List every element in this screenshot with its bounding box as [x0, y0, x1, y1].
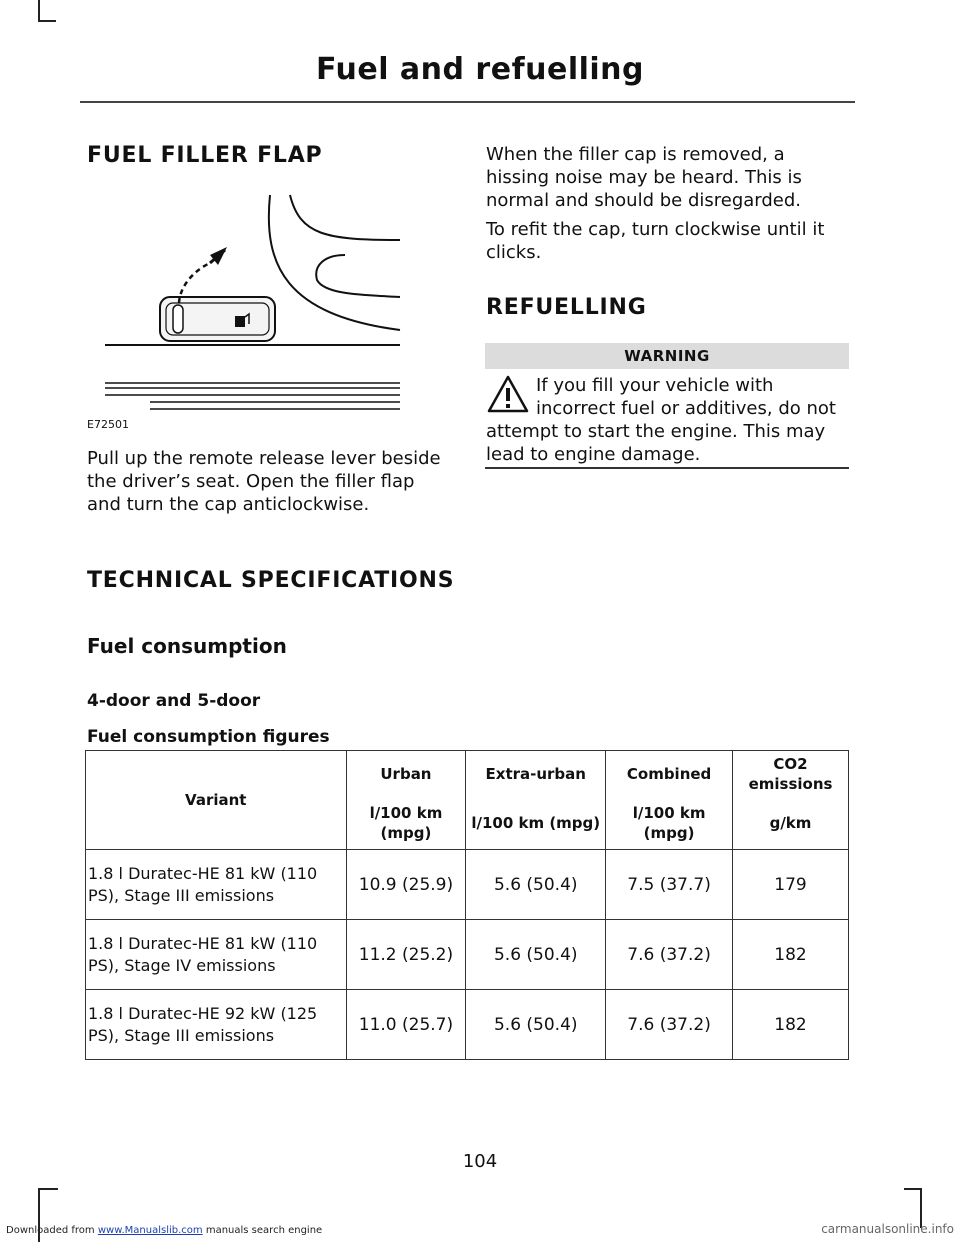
body-type-heading: 4-door and 5-door — [87, 691, 261, 711]
table-row — [86, 990, 849, 1060]
title-rule — [80, 101, 855, 103]
crop-mark-top-left-v — [38, 0, 40, 22]
urban-cell: 11.2 (25.2) — [346, 920, 466, 990]
tech-spec-heading: TECHNICAL SPECIFICATIONS — [87, 568, 455, 593]
combined-cell: 7.6 (37.2) — [606, 920, 733, 990]
footer-prefix: Downloaded from — [6, 1225, 95, 1236]
filler-flap-heading: FUEL FILLER FLAP — [87, 143, 323, 168]
table-row — [86, 850, 849, 920]
extra-urban-cell: 5.6 (50.4) — [466, 920, 606, 990]
fuel-consumption-table — [85, 750, 849, 1060]
co2-cell: 182 — [733, 990, 849, 1060]
refuelling-heading: REFUELLING — [486, 295, 647, 320]
unit-header: l/100 km (mpg) — [346, 797, 466, 850]
page-title: Fuel and refuelling — [315, 52, 645, 87]
download-footer — [6, 1225, 322, 1236]
column-header: Combined — [606, 751, 733, 798]
manualslib-link[interactable]: www.Manualslib.com — [97, 1225, 203, 1236]
variant-cell: 1.8 l Duratec-HE 81 kW (110 PS), Stage III emissions — [86, 850, 347, 920]
warning-text-content: If you fill your vehicle with incorrect fuel or additives, do not attempt to start the engine. This may lead to engine damage. — [486, 375, 836, 465]
warning-text — [486, 374, 851, 466]
combined-cell: 7.5 (37.7) — [606, 850, 733, 920]
table-title: Fuel consumption figures — [87, 727, 330, 747]
refit-cap-note: To refit the cap, turn clockwise until it clicks. — [486, 219, 825, 263]
warning-label: WARNING — [485, 343, 849, 369]
crop-mark-bottom-left-h — [38, 1188, 58, 1190]
urban-cell: 11.0 (25.7) — [346, 990, 466, 1060]
fuel-consumption-subheading: Fuel consumption — [87, 634, 287, 658]
co2-cell: 182 — [733, 920, 849, 990]
unit-header: l/100 km (mpg) — [606, 797, 733, 850]
variant-cell: 1.8 l Duratec-HE 81 kW (110 PS), Stage IV emissions — [86, 920, 347, 990]
watermark: carmanualsonline.info — [821, 1222, 954, 1236]
column-header: Urban — [346, 751, 466, 798]
column-header: CO2 emissions — [733, 751, 849, 798]
figure-code: E72501 — [87, 418, 129, 431]
crop-mark-bottom-right-h — [904, 1188, 922, 1190]
warning-rule — [485, 467, 849, 469]
extra-urban-cell: 5.6 (50.4) — [466, 990, 606, 1060]
combined-cell: 7.6 (37.2) — [606, 990, 733, 1060]
unit-header: l/100 km (mpg) — [466, 797, 606, 850]
filler-cap-note: When the filler cap is removed, a hissing noise may be heard. This is normal and should be disregarded. — [486, 144, 802, 211]
unit-header: g/km — [733, 797, 849, 850]
co2-cell: 179 — [733, 850, 849, 920]
urban-cell: 10.9 (25.9) — [346, 850, 466, 920]
fuel-filler-flap-illustration — [85, 185, 415, 430]
footer-suffix: manuals search engine — [205, 1225, 323, 1236]
column-header: Extra-urban — [466, 751, 606, 798]
variant-cell: 1.8 l Duratec-HE 92 kW (125 PS), Stage III emissions — [86, 990, 347, 1060]
page-number: 104 — [462, 1151, 498, 1172]
table-header-row — [86, 751, 849, 798]
variant-header: Variant — [86, 751, 347, 850]
table-row — [86, 920, 849, 990]
extra-urban-cell: 5.6 (50.4) — [466, 850, 606, 920]
crop-mark-top-left-h — [38, 20, 56, 22]
filler-flap-instructions: Pull up the remote release lever beside the driver’s seat. Open the filler flap and turn the cap anticlockwise. — [87, 448, 441, 515]
